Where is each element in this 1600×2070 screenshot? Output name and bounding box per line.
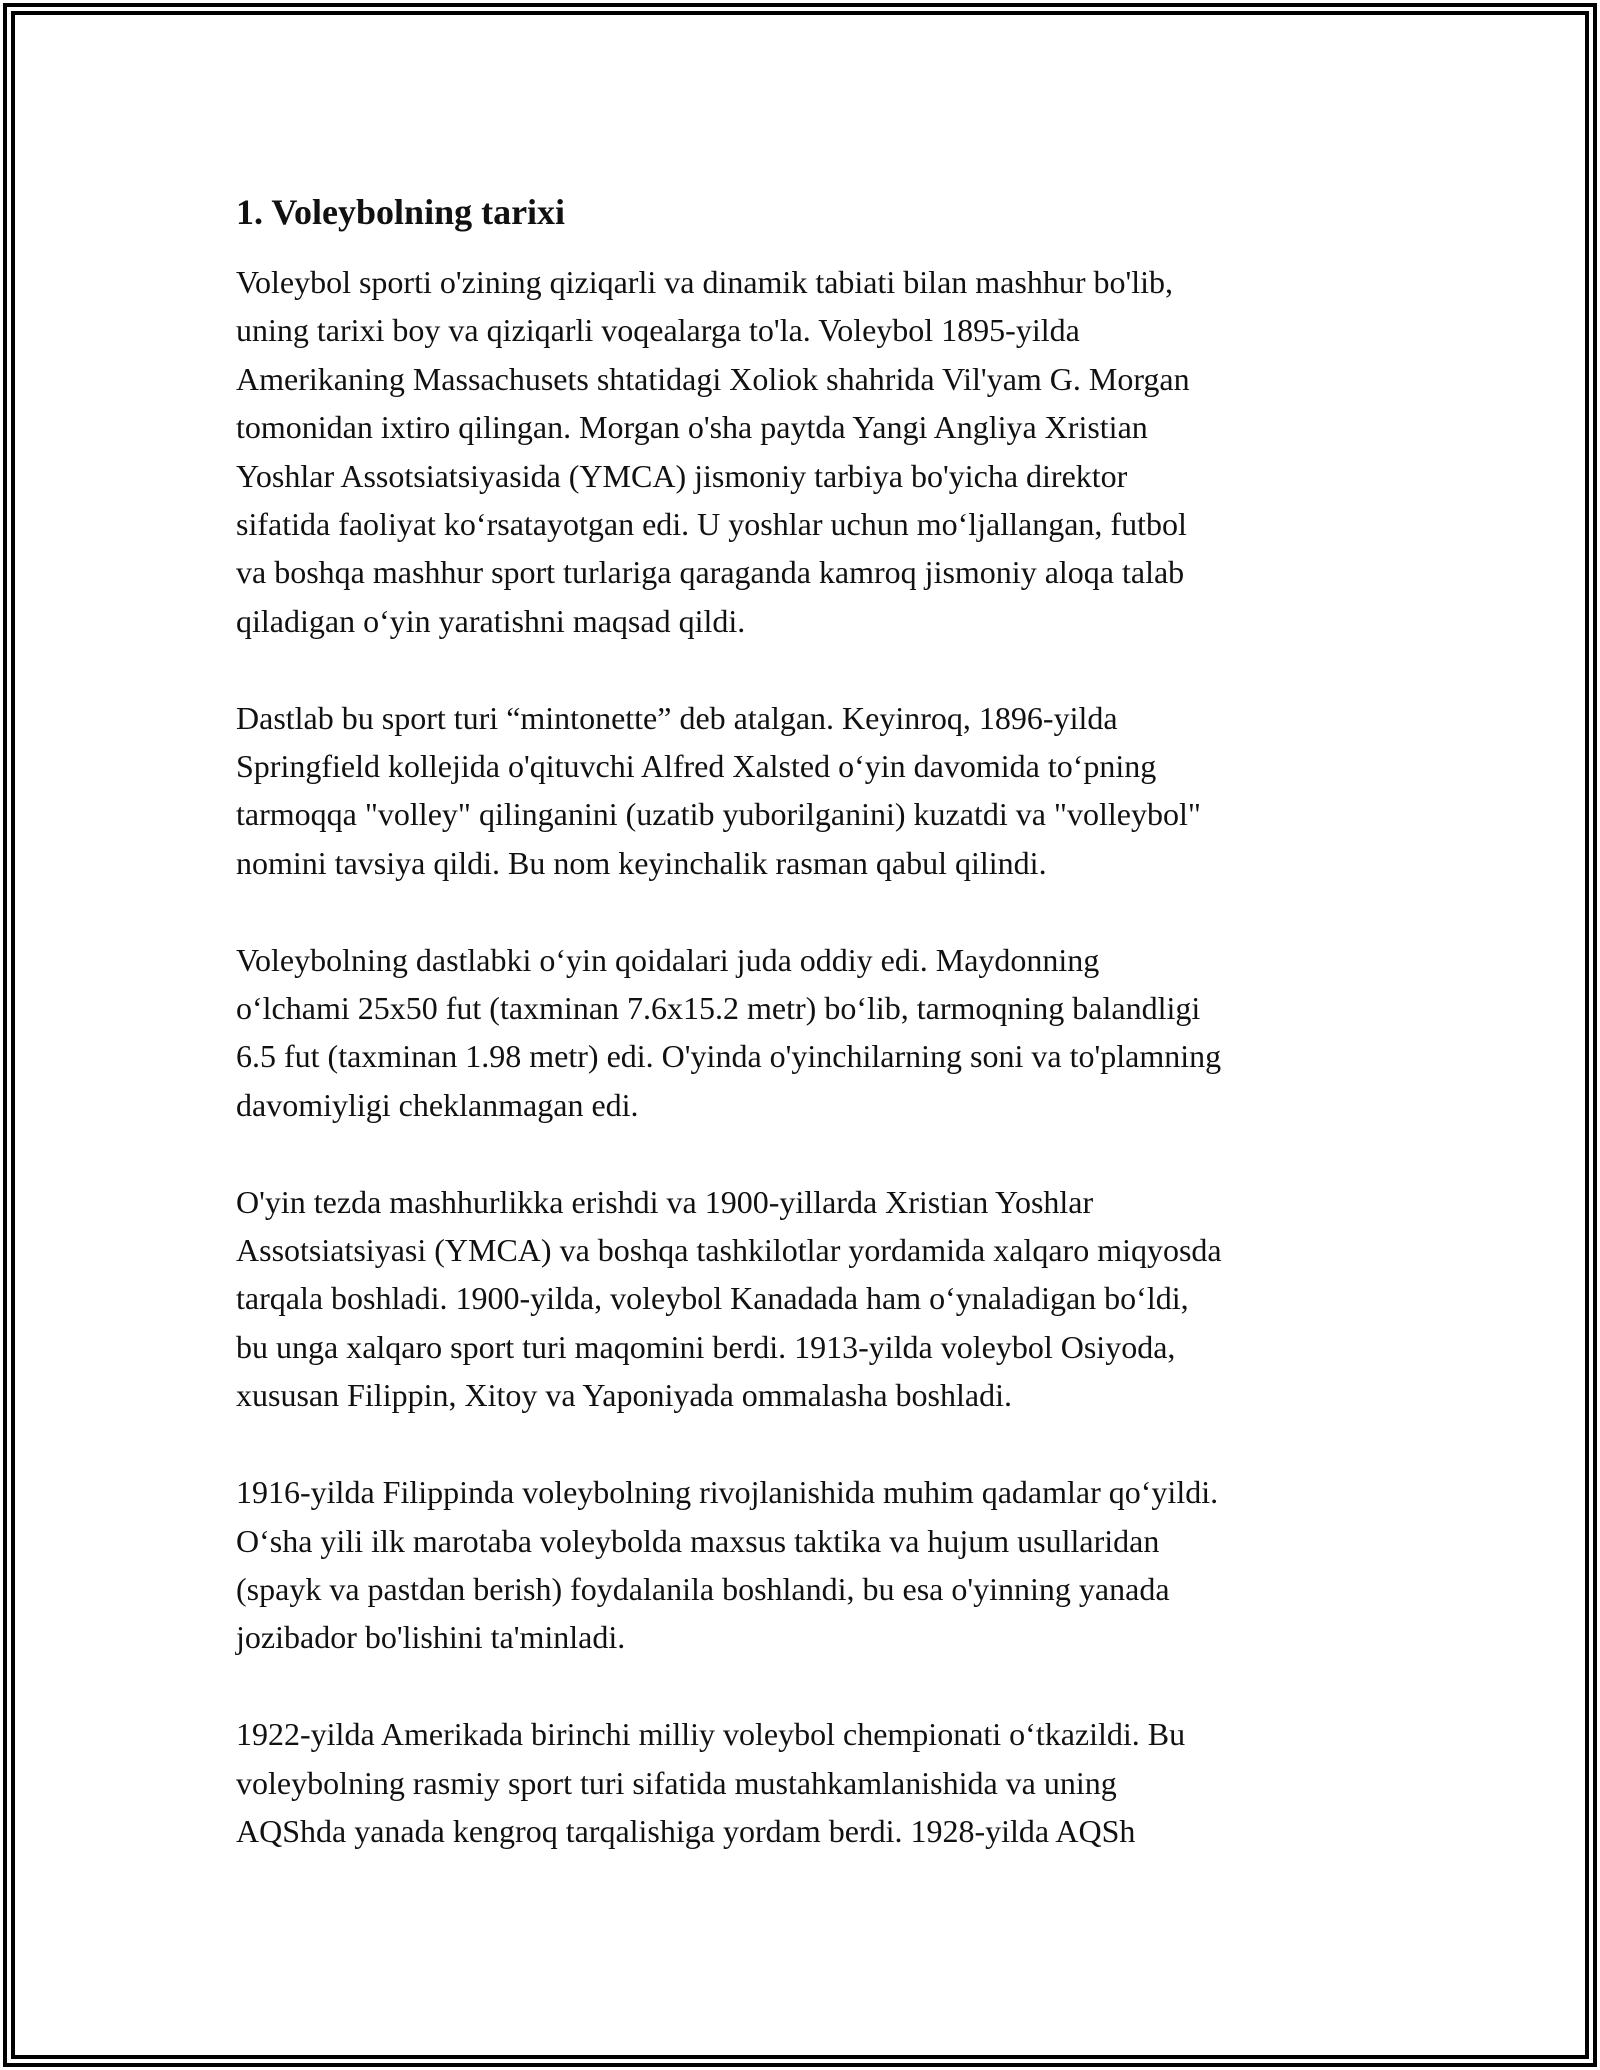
paragraph-line: Amerikaning Massachusets shtatidagi Xoliok shahrida Vil'yam G. Morgan (236, 360, 1190, 397)
paragraph-line: davomiyligi cheklanmagan edi. (236, 1086, 639, 1123)
paragraph-line: nomini tavsiya qildi. Bu nom keyinchalik rasman qabul qilindi. (236, 844, 1047, 881)
paragraph-line: tarqala boshladi. 1900-yilda, voleybol Kanadada ham o‘ynaladigan bo‘ldi, (236, 1280, 1189, 1317)
paragraph-line: Dastlab bu sport turi “mintonette” deb atalgan. Keyinroq, 1896-yilda (236, 699, 1118, 736)
paragraph-line: Assotsiatsiyasi (YMCA) va boshqa tashkilotlar yordamida xalqaro miqyosda (236, 1232, 1222, 1269)
section-heading: 1. Voleybolning tarixi (236, 192, 566, 232)
paragraph-line: O'yin tezda mashhurlikka erishdi va 1900-yillarda Xristian Yoshlar (236, 1183, 1094, 1220)
paragraph (236, 258, 1376, 645)
paragraph-line: tomonidan ixtiro qilingan. Morgan o'sha paytda Yangi Angliya Xristian (236, 409, 1148, 446)
paragraph-line: sifatida faoliyat ko‘rsatayotgan edi. U yoshlar uchun mo‘ljallangan, futbol (236, 506, 1187, 543)
paragraph-line: uning tarixi boy va qiziqarli voqealarga to'la. Voleybol 1895-yilda (236, 312, 1080, 349)
paragraph-line: o‘lchami 25x50 fut (taxminan 7.6x15.2 metr) bo‘lib, tarmoqning balandligi (236, 990, 1201, 1027)
paragraph-line: O‘sha yili ilk marotaba voleybolda maxsus taktika va hujum usullaridan (236, 1522, 1160, 1559)
paragraph (236, 694, 1376, 888)
paragraph-line: va boshqa mashhur sport turlariga qaraganda kamroq jismoniy aloqa talab (236, 554, 1185, 591)
paragraph-line: 1916-yilda Filippinda voleybolning rivojlanishida muhim qadamlar qo‘yildi. (236, 1474, 1219, 1511)
paragraph-line: 6.5 fut (taxminan 1.98 metr) edi. O'yinda o'yinchilarning soni va to'plamning (236, 1038, 1222, 1075)
paragraph-line: Yoshlar Assotsiatsiyasida (YMCA) jismoniy tarbiya bo'yicha direktor (236, 457, 1128, 494)
paragraph-line: (spayk va pastdan berish) foydalanila boshlandi, bu esa o'yinning yanada (236, 1570, 1170, 1607)
paragraph (236, 1178, 1376, 1420)
paragraph-line: 1922-yilda Amerikada birinchi milliy voleybol chempionati o‘tkazildi. Bu (236, 1716, 1186, 1753)
paragraph (236, 936, 1376, 1130)
paragraph-line: tarmoqqa "volley" qilinganini (uzatib yuborilganini) kuzatdi va "volleybol" (236, 796, 1201, 833)
paragraph-line: Voleybol sporti o'zining qiziqarli va dinamik tabiati bilan mashhur bo'lib, (236, 264, 1174, 300)
paragraph-line: xususan Filippin, Xitoy va Yaponiyada ommalasha boshladi. (236, 1377, 1012, 1414)
paragraph (236, 1468, 1376, 1662)
paragraph-line: qiladigan o‘yin yaratishni maqsad qildi. (236, 602, 746, 639)
paragraph-line: voleybolning rasmiy sport turi sifatida mustahkamlanishida va uning (236, 1764, 1117, 1801)
paragraph (236, 1710, 1376, 1855)
paragraph-line: jozibador bo'lishini ta'minladi. (236, 1619, 626, 1656)
paragraph-container (236, 258, 1376, 1855)
paragraph-line: Voleybolning dastlabki o‘yin qoidalari juda oddiy edi. Maydonning (236, 941, 1100, 978)
document-body (236, 188, 1376, 1855)
paragraph-line: Springfield kollejida o'qituvchi Alfred Xalsted o‘yin davomida to‘pning (236, 748, 1157, 785)
paragraph-line: bu unga xalqaro sport turi maqomini berdi. 1913-yilda voleybol Osiyoda, (236, 1328, 1176, 1365)
paragraph-line: AQShda yanada kengroq tarqalishiga yordam berdi. 1928-yilda AQSh (236, 1812, 1136, 1849)
